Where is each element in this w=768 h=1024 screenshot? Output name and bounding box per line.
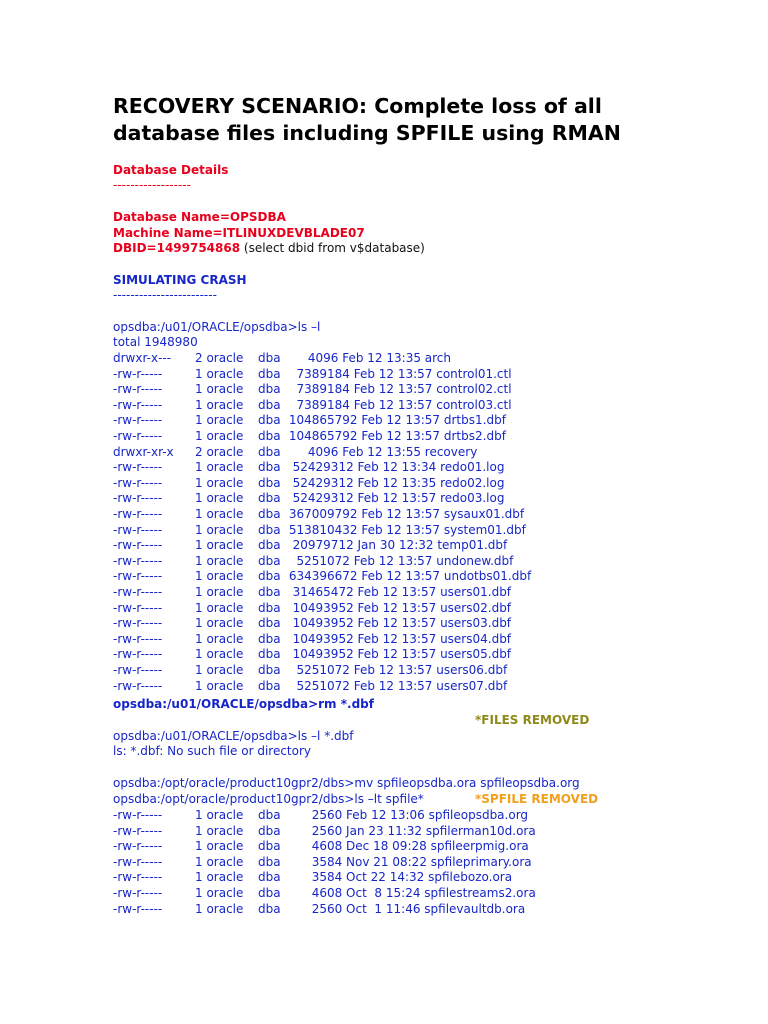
- file-owner: 1 oracle: [195, 808, 244, 822]
- file-permissions: -rw-r-----: [113, 870, 163, 885]
- dbid-value: DBID=1499754868: [113, 241, 241, 255]
- file-owner: 1 oracle: [195, 475, 244, 490]
- file-group: dba: [258, 366, 281, 381]
- file-group: dba: [258, 854, 281, 869]
- file-row: [113, 855, 713, 870]
- check-result: ls: *.dbf: No such file or directory: [113, 744, 312, 758]
- file-group: dba: [258, 429, 281, 443]
- file-details: 3584 Nov 21 08:22 spfileprimary.ora: [285, 854, 532, 869]
- file-row: [113, 507, 713, 522]
- file-details: 31465472 Feb 12 13:57 users01.dbf: [285, 585, 512, 599]
- file-details: 10493952 Feb 12 13:57 users04.dbf: [285, 631, 512, 646]
- dbid-note: (select dbid from v$database): [240, 241, 425, 255]
- file-owner: 1 oracle: [195, 491, 244, 506]
- file-permissions: -rw-r-----: [113, 366, 163, 381]
- file-details: 104865792 Feb 12 13:57 drtbs2.dbf: [285, 429, 506, 443]
- file-details: 2560 Oct 1 11:46 spfilevaultdb.ora: [285, 901, 526, 916]
- file-owner: 1 oracle: [195, 538, 244, 553]
- listing-command: opsdba:/u01/ORACLE/opsdba>ls –l: [113, 320, 321, 334]
- file-permissions: -rw-r-----: [113, 507, 163, 521]
- file-owner: 1 oracle: [195, 429, 244, 443]
- file-group: dba: [258, 491, 281, 506]
- file-row: [113, 382, 713, 397]
- file-details: 52429312 Feb 12 13:35 redo02.log: [285, 475, 505, 490]
- file-row: [113, 839, 713, 854]
- file-details: 367009792 Feb 12 13:57 sysaux01.dbf: [285, 507, 525, 521]
- file-row: [113, 569, 713, 584]
- file-details: 5251072 Feb 12 13:57 undonew.dbf: [285, 553, 514, 568]
- file-permissions: -rw-r-----: [113, 522, 163, 537]
- file-permissions: -rw-r-----: [113, 854, 163, 869]
- spfile-removed-note: *SPFILE REMOVED: [475, 792, 599, 806]
- file-permissions: drwxr-x---: [113, 351, 172, 365]
- file-permissions: -rw-r-----: [113, 901, 163, 916]
- file-row: [113, 351, 713, 366]
- file-details: 10493952 Feb 12 13:57 users03.dbf: [285, 616, 512, 631]
- file-permissions: -rw-r-----: [113, 553, 163, 568]
- file-row: [113, 824, 713, 839]
- file-owner: 1 oracle: [195, 522, 244, 537]
- listing-total: total 1948980: [113, 335, 198, 349]
- file-row: [113, 523, 713, 538]
- file-details: 5251072 Feb 12 13:57 users06.dbf: [285, 663, 508, 677]
- database-details-heading: Database Details: [113, 163, 229, 177]
- file-details: 4608 Dec 18 09:28 spfileerpmig.ora: [285, 839, 529, 854]
- file-row: [113, 554, 713, 569]
- database-details-underline: ------------------: [113, 178, 191, 192]
- file-owner: 1 oracle: [195, 854, 244, 869]
- file-permissions: -rw-r-----: [113, 823, 163, 838]
- file-group: dba: [258, 870, 281, 885]
- title-line-1: RECOVERY SCENARIO: Complete loss of all: [113, 94, 602, 118]
- file-group: dba: [258, 886, 281, 900]
- file-permissions: -rw-r-----: [113, 569, 163, 584]
- files-removed-note: *FILES REMOVED: [475, 713, 590, 727]
- file-details: 513810432 Feb 12 13:57 system01.dbf: [285, 522, 526, 537]
- file-details: 52429312 Feb 12 13:57 redo03.log: [285, 491, 505, 506]
- file-details: 104865792 Feb 12 13:57 drtbs1.dbf: [285, 413, 506, 428]
- file-permissions: -rw-r-----: [113, 839, 163, 854]
- file-owner: 1 oracle: [195, 600, 244, 615]
- file-permissions: -rw-r-----: [113, 491, 163, 506]
- file-details: 3584 Oct 22 14:32 spfilebozo.ora: [285, 870, 513, 885]
- file-permissions: -rw-r-----: [113, 663, 163, 677]
- file-permissions: -rw-r-----: [113, 475, 163, 490]
- remove-command: opsdba:/u01/ORACLE/opsdba>rm *.dbf: [113, 697, 374, 711]
- file-owner: 1 oracle: [195, 616, 244, 631]
- file-owner: 1 oracle: [195, 460, 244, 475]
- file-permissions: -rw-r-----: [113, 600, 163, 615]
- file-permissions: -rw-r-----: [113, 886, 163, 900]
- file-row: [113, 663, 713, 678]
- file-group: dba: [258, 522, 281, 537]
- file-row: [113, 647, 713, 662]
- file-owner: 1 oracle: [195, 663, 244, 677]
- file-row: [113, 616, 713, 631]
- file-owner: 2 oracle: [195, 351, 244, 365]
- file-details: 7389184 Feb 12 13:57 control01.ctl: [285, 366, 512, 381]
- file-permissions: -rw-r-----: [113, 631, 163, 646]
- file-row: [113, 538, 713, 553]
- file-details: 634396672 Feb 12 13:57 undotbs01.dbf: [285, 569, 532, 584]
- file-permissions: drwxr-xr-x: [113, 444, 174, 459]
- file-group: dba: [258, 382, 281, 397]
- file-permissions: -rw-r-----: [113, 678, 163, 693]
- file-group: dba: [258, 823, 281, 838]
- file-row: [113, 601, 713, 616]
- file-details: 10493952 Feb 12 13:57 users02.dbf: [285, 600, 512, 615]
- simulating-crash-heading: SIMULATING CRASH: [113, 273, 247, 287]
- file-group: dba: [258, 569, 281, 584]
- file-permissions: -rw-r-----: [113, 585, 163, 599]
- file-row: [113, 902, 713, 917]
- title-line-2: database files including SPFILE using RMAN: [113, 121, 621, 145]
- file-owner: 1 oracle: [195, 886, 244, 900]
- file-row: [113, 585, 713, 600]
- file-permissions: -rw-r-----: [113, 538, 163, 553]
- file-details: 7389184 Feb 12 13:57 control03.ctl: [285, 397, 512, 412]
- file-group: dba: [258, 413, 281, 428]
- file-group: dba: [258, 585, 281, 599]
- file-owner: 1 oracle: [195, 631, 244, 646]
- dbid-line: [113, 241, 425, 256]
- file-owner: 1 oracle: [195, 870, 244, 885]
- mv-command: opsdba:/opt/oracle/product10gpr2/dbs>mv spfileopsdba.ora spfileopsdba.org: [113, 776, 580, 790]
- simulating-crash-underline: ------------------------: [113, 288, 217, 302]
- file-group: dba: [258, 647, 281, 662]
- file-details: 20979712 Jan 30 12:32 temp01.dbf: [285, 538, 508, 553]
- file-row: [113, 632, 713, 647]
- file-details: 4096 Feb 12 13:35 arch: [285, 351, 452, 365]
- file-details: 7389184 Feb 12 13:57 control02.ctl: [285, 382, 512, 397]
- file-group: dba: [258, 901, 281, 916]
- file-group: dba: [258, 839, 281, 854]
- file-group: dba: [258, 663, 281, 677]
- file-permissions: -rw-r-----: [113, 429, 163, 443]
- file-row: [113, 398, 713, 413]
- file-owner: 1 oracle: [195, 366, 244, 381]
- file-permissions: -rw-r-----: [113, 616, 163, 631]
- file-owner: 1 oracle: [195, 507, 244, 521]
- file-owner: 1 oracle: [195, 413, 244, 428]
- file-details: 2560 Feb 12 13:06 spfileopsdba.org: [285, 808, 529, 822]
- file-owner: 1 oracle: [195, 397, 244, 412]
- file-owner: 1 oracle: [195, 901, 244, 916]
- file-group: dba: [258, 397, 281, 412]
- file-group: dba: [258, 553, 281, 568]
- file-permissions: -rw-r-----: [113, 808, 163, 822]
- file-permissions: -rw-r-----: [113, 460, 163, 475]
- file-owner: 1 oracle: [195, 678, 244, 693]
- file-permissions: -rw-r-----: [113, 382, 163, 397]
- file-group: dba: [258, 616, 281, 631]
- file-details: 5251072 Feb 12 13:57 users07.dbf: [285, 678, 508, 693]
- file-group: dba: [258, 460, 281, 475]
- file-details: 2560 Jan 23 11:32 spfilerman10d.ora: [285, 823, 536, 838]
- file-row: [113, 429, 713, 444]
- file-group: dba: [258, 351, 281, 365]
- file-group: dba: [258, 507, 281, 521]
- file-permissions: -rw-r-----: [113, 413, 163, 428]
- file-group: dba: [258, 808, 281, 822]
- check-command: opsdba:/u01/ORACLE/opsdba>ls –l *.dbf: [113, 729, 354, 743]
- machine-name: Machine Name=ITLINUXDEVBLADE07: [113, 226, 365, 240]
- file-row: [113, 445, 713, 460]
- file-details: 10493952 Feb 12 13:57 users05.dbf: [285, 647, 512, 662]
- file-group: dba: [258, 538, 281, 553]
- file-group: dba: [258, 631, 281, 646]
- file-details: 4608 Oct 8 15:24 spfilestreams2.ora: [285, 886, 536, 900]
- file-row: [113, 491, 713, 506]
- file-group: dba: [258, 600, 281, 615]
- file-row: [113, 679, 713, 694]
- database-name: Database Name=OPSDBA: [113, 210, 286, 224]
- file-permissions: -rw-r-----: [113, 647, 163, 662]
- ls-spfile-command: opsdba:/opt/oracle/product10gpr2/dbs>ls –lt spfile*: [113, 792, 424, 806]
- file-owner: 1 oracle: [195, 569, 244, 584]
- file-owner: 1 oracle: [195, 585, 244, 599]
- file-owner: 2 oracle: [195, 444, 244, 459]
- file-owner: 1 oracle: [195, 553, 244, 568]
- file-owner: 1 oracle: [195, 839, 244, 854]
- file-details: 4096 Feb 12 13:55 recovery: [285, 444, 478, 459]
- file-owner: 1 oracle: [195, 823, 244, 838]
- file-row: [113, 460, 713, 475]
- file-row: [113, 413, 713, 428]
- file-row: [113, 870, 713, 885]
- file-permissions: -rw-r-----: [113, 397, 163, 412]
- file-details: 52429312 Feb 12 13:34 redo01.log: [285, 460, 505, 475]
- file-owner: 1 oracle: [195, 382, 244, 397]
- file-group: dba: [258, 678, 281, 693]
- file-group: dba: [258, 475, 281, 490]
- file-row: [113, 886, 713, 901]
- file-owner: 1 oracle: [195, 647, 244, 662]
- page-title: [113, 93, 733, 147]
- file-row: [113, 808, 713, 823]
- file-group: dba: [258, 444, 281, 459]
- file-row: [113, 367, 713, 382]
- file-row: [113, 476, 713, 491]
